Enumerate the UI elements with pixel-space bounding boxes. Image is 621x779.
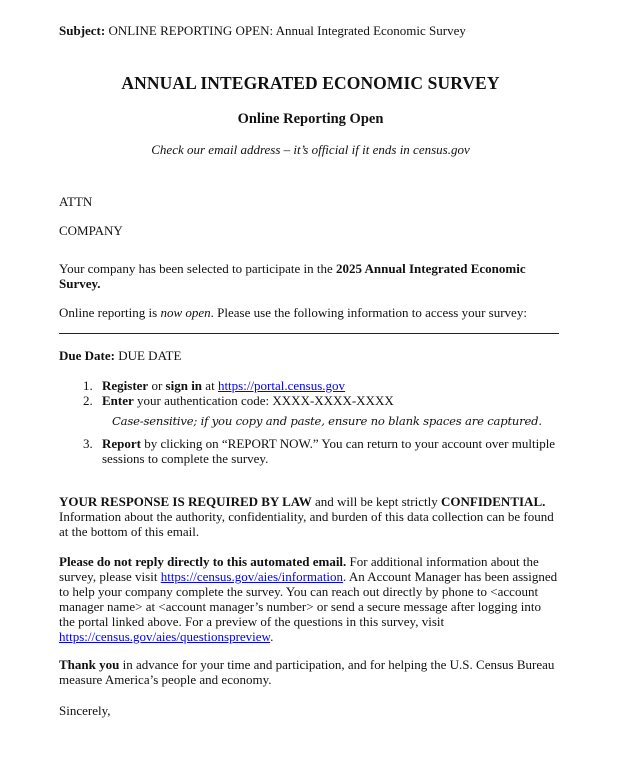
online-text-after: . Please use the following information to access your survey: — [210, 305, 527, 320]
step-text — [102, 378, 559, 393]
company-line: COMPANY — [59, 223, 123, 238]
contact-text: For additional information about the survey, please visit — [59, 554, 539, 584]
confidential: CONFIDENTIAL. — [440, 494, 546, 509]
step-keyword-enter: Enter — [102, 393, 134, 408]
step-text — [102, 393, 559, 408]
step-number: 1. — [83, 378, 93, 393]
step-number: 3. — [83, 436, 93, 451]
attn-line: ATTN — [59, 194, 93, 209]
online-reporting-paragraph — [59, 305, 559, 320]
legal-text-rest: Information about the authority, confidentiality, and burden of this data collection can be found at the bottom of this email. — [59, 509, 554, 539]
divider — [59, 333, 559, 334]
step-keyword-register: Register — [102, 378, 149, 393]
intro-paragraph — [59, 261, 559, 291]
thank-you: Thank you — [59, 657, 120, 672]
step-keyword-sign-in: sign in — [165, 378, 203, 393]
subject-text: ONLINE REPORTING OPEN: Annual Integrated Economic Survey — [105, 23, 466, 38]
thanks-paragraph — [59, 657, 559, 687]
survey-name: 2025 Annual Integrated Economic Survey. — [59, 261, 526, 291]
no-reply-notice: Please do not reply directly to this automated email. — [59, 554, 347, 569]
due-date-value: DUE DATE — [114, 348, 182, 363]
step-text-part: or — [148, 378, 166, 393]
online-text-before: Online reporting is — [59, 305, 161, 320]
email-subject — [59, 23, 466, 38]
step-text — [102, 436, 559, 466]
required-by-law: YOUR RESPONSE IS REQUIRED BY LAW — [59, 494, 312, 509]
page-title: ANNUAL INTEGRATED ECONOMIC SURVEY — [121, 73, 500, 93]
thanks-text: in advance for your time and participation, and for helping the U.S. Census Bureau measure America’s people and economy. — [59, 657, 555, 687]
step-keyword-report: Report — [102, 436, 141, 451]
report-text: by clicking on “REPORT NOW.” You can return to your account over multiple sessions to complete the survey. — [102, 436, 556, 466]
portal-link[interactable]: https://portal.census.gov — [217, 378, 346, 393]
step-text-part: at — [202, 378, 218, 393]
case-sensitive-note: Case-sensitive; if you copy and paste, ensure no blank spaces are captured. — [112, 414, 542, 428]
auth-code-text: your authentication code: XXXX-XXXX-XXXX — [133, 393, 394, 408]
closing: Sincerely, — [59, 703, 111, 718]
due-date-label: Due Date: — [59, 348, 115, 363]
contact-text: . An Account Manager has been assigned to help your company complete the survey. You can reach out directly by phone to <account manager name> at <account manager’s number> or send a secure message after logging into the portal linked above. For a preview of the questions in this survey, visit — [59, 569, 558, 629]
email-verification-note: Check our email address – it’s official if it ends in census.gov — [151, 142, 470, 157]
due-date — [59, 348, 181, 363]
subject-label: Subject: — [59, 23, 106, 38]
page-subtitle: Online Reporting Open — [237, 111, 384, 127]
questions-preview-link[interactable]: https://census.gov/aies/questionspreview — [59, 629, 271, 644]
online-emphasis: now open — [160, 305, 211, 320]
intro-text: Your company has been selected to participate in the — [59, 261, 337, 276]
contact-text: . — [270, 629, 274, 644]
contact-paragraph — [59, 554, 559, 644]
legal-paragraph — [59, 494, 559, 539]
information-link[interactable]: https://census.gov/aies/information — [160, 569, 344, 584]
legal-text: and will be kept strictly — [311, 494, 441, 509]
step-number: 2. — [83, 393, 93, 408]
